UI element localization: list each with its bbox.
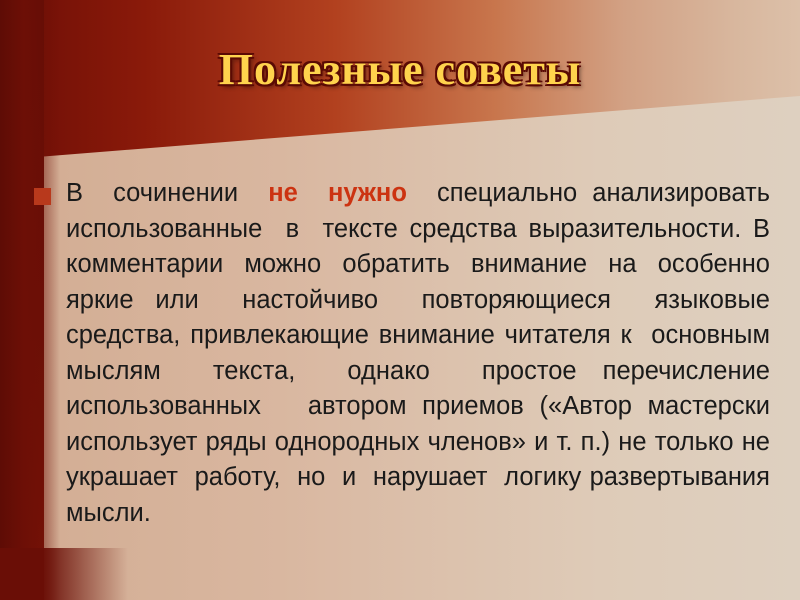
body-segment-1: В сочинении: [66, 179, 269, 207]
square-bullet-icon: [34, 188, 51, 205]
slide-bottom-shade: [0, 548, 800, 600]
bullet-item: [34, 176, 792, 531]
body-paragraph: [66, 176, 792, 531]
body-segment-2: специально анализировать использованные в тексте средства выразительности. В комментарии можно обратить внимание на особенно яркие или настойчиво повторяющиеся языковые средства, привлекающие внимание читателя к основным мыслям текста, однако простое перечисление использованных автором приемов («Автор мастерски использует ряды однородных членов» и т. п.) не только не украшает работу, но и нарушает логику развертывания мысли.: [66, 179, 792, 527]
slide-title: Полезные советы: [218, 45, 582, 94]
body-segment-highlight: не нужно: [268, 179, 407, 207]
